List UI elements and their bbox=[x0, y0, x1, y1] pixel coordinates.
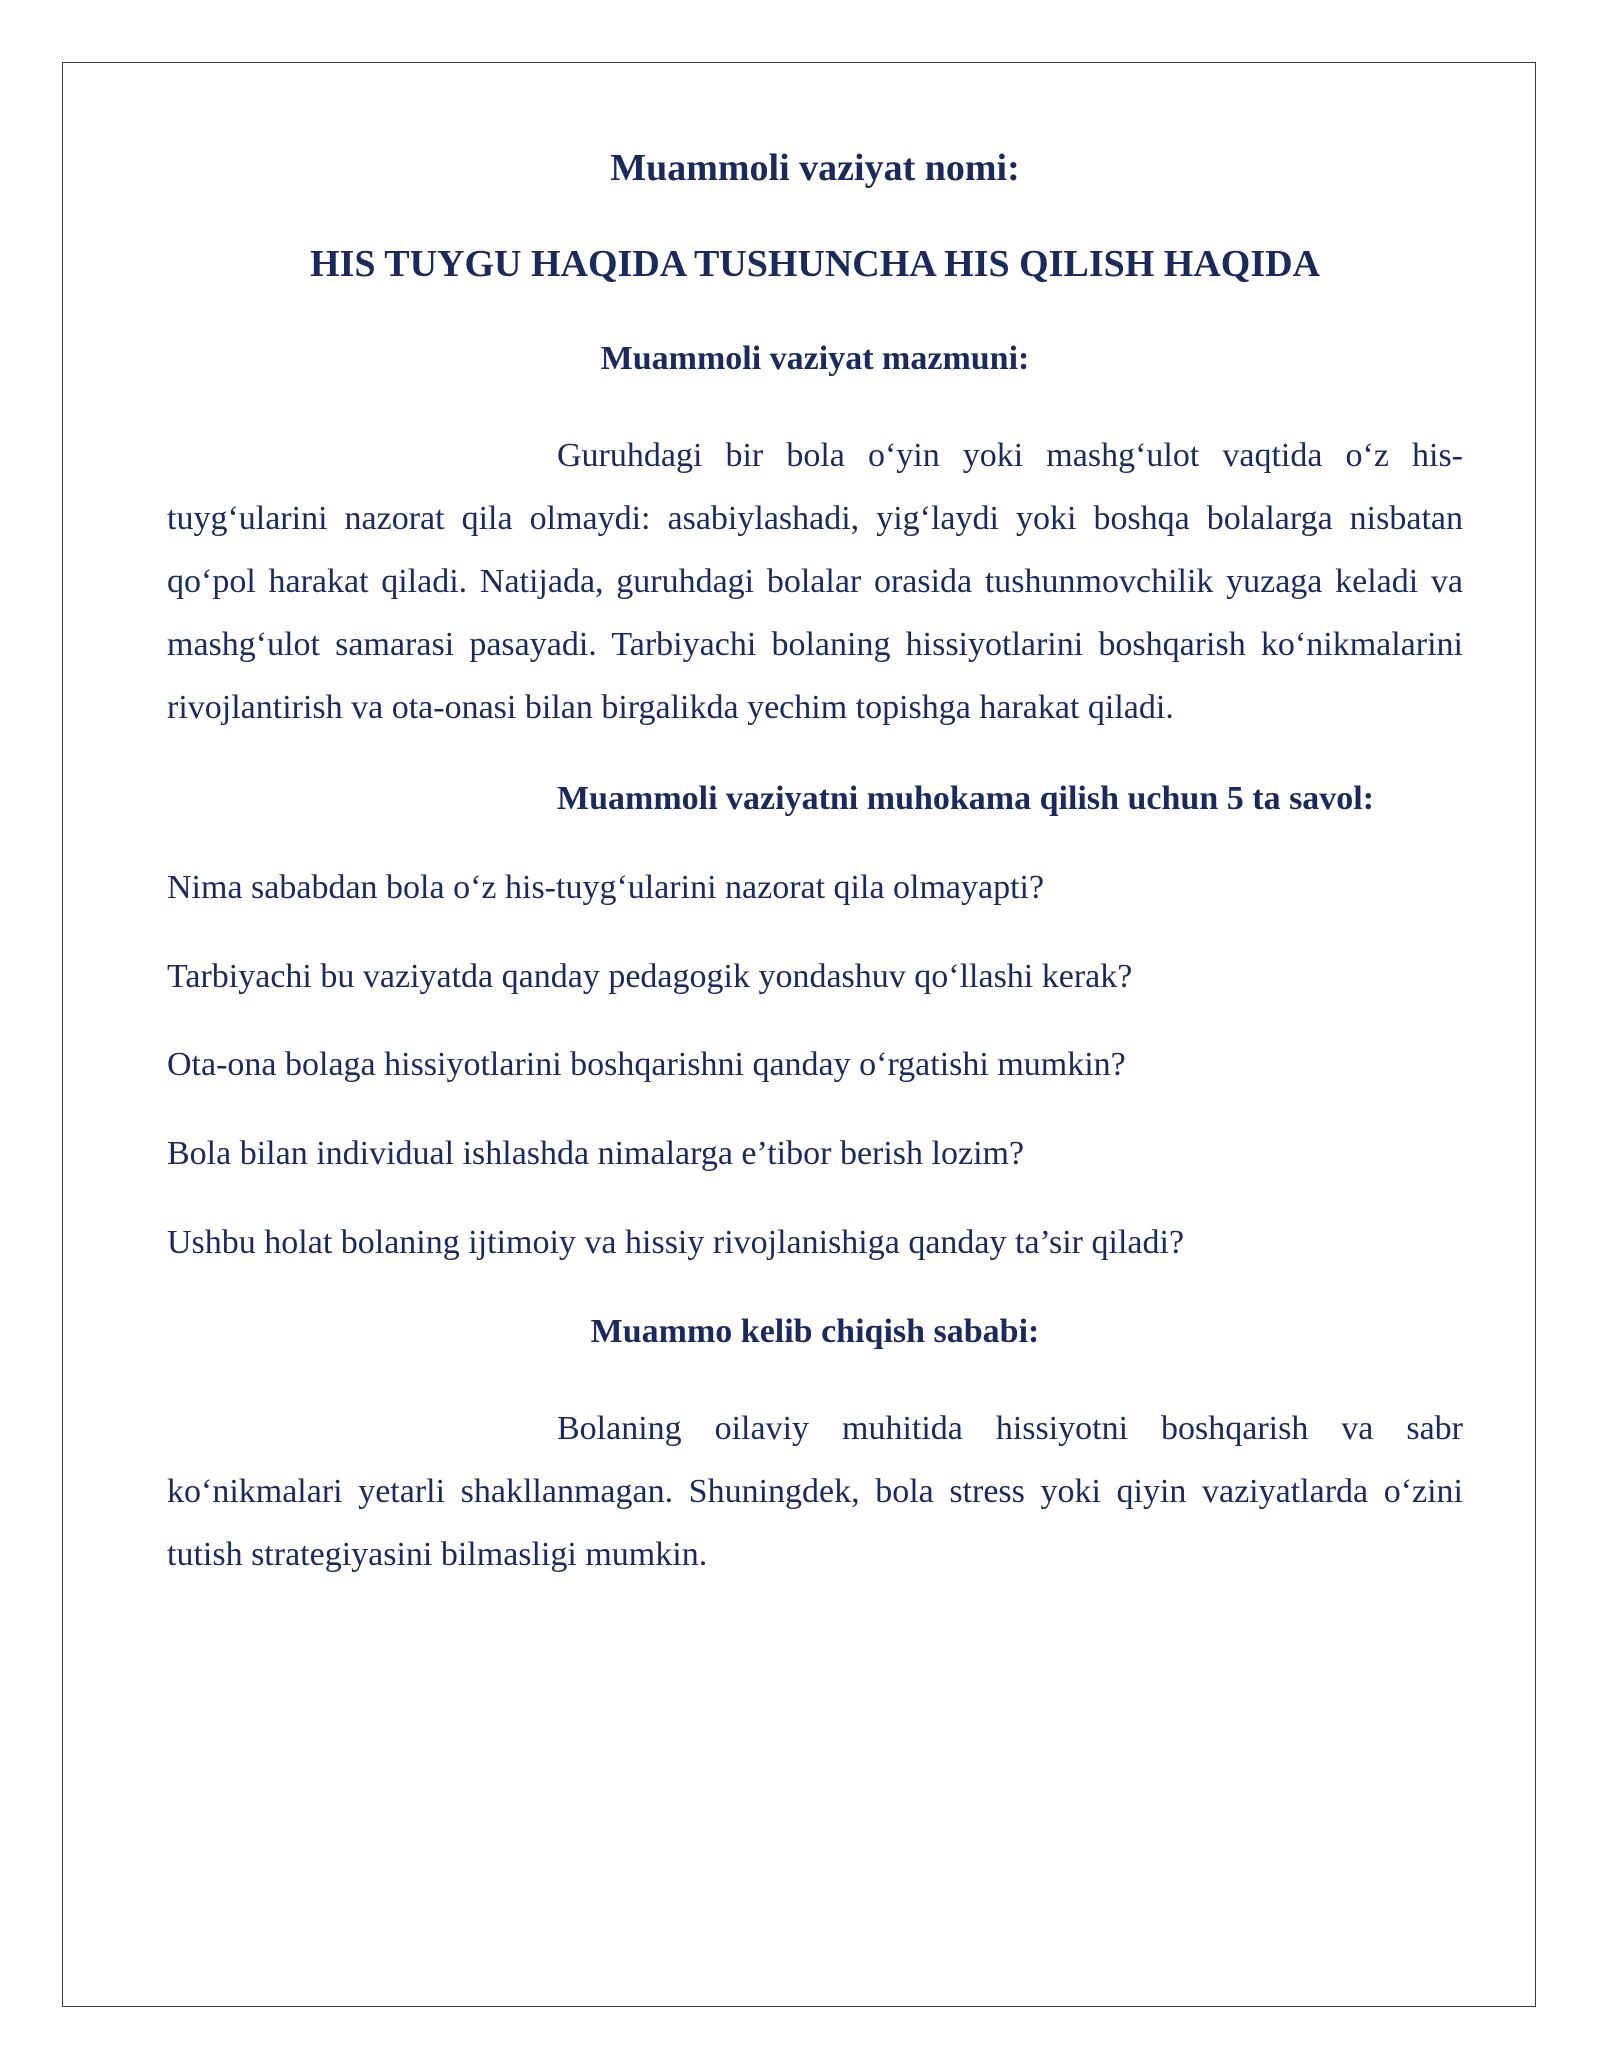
content-heading: Muammoli vaziyat mazmuni: bbox=[600, 340, 1030, 378]
questions-heading: Muammoli vaziyatni muhokama qilish uchun 5 ta savol: bbox=[557, 779, 1375, 817]
question-item: Bola bilan individual ishlashda nimalarga e’tibor berish lozim? bbox=[167, 1135, 1025, 1173]
title-label: Muammoli vaziyat nomi: bbox=[610, 147, 1020, 189]
question-item: Ushbu holat bolaning ijtimoiy va hissiy rivojlanishiga qanday ta’sir qiladi? bbox=[167, 1223, 1185, 1261]
questions-list bbox=[167, 868, 1463, 1264]
document-body bbox=[167, 140, 1463, 1586]
cause-paragraph: Bolaning oilaviy muhitida hissiyotni boshqarish va sabr ko‘nikmalari yetarli shakllanmagan. Shuningdek, bola stress yoki qiyin vaziyatlarda o‘zini tutish strategiyasini bilmasligi mumkin. bbox=[167, 1409, 1463, 1573]
question-item: Nima sababdan bola o‘z his-tuyg‘ularini nazorat qila olmayapti? bbox=[167, 868, 1045, 906]
cause-heading: Muammo kelib chiqish sababi: bbox=[590, 1312, 1040, 1350]
content-paragraph: Guruhdagi bir bola o‘yin yoki mashg‘ulot vaqtida o‘z his-tuyg‘ularini nazorat qila olmaydi: asabiylashadi, yig‘laydi yoki boshqa bolalarga nisbatan qo‘pol harakat qiladi. Natijada, guruhdagi bolalar orasida tushunmovchilik yuzaga keladi va mashg‘ulot samarasi pasayadi. Tarbiyachi bolaning hissiyotlarini boshqarish ko‘nikmalarini rivojlantirish va ota-onasi bilan birgalikda yechim topishga harakat qiladi. bbox=[167, 436, 1463, 726]
document-title: HIS TUYGU HAQIDA TUSHUNCHA HIS QILISH HAQIDA bbox=[309, 242, 1321, 285]
question-item: Tarbiyachi bu vaziyatda qanday pedagogik yondashuv qo‘llashi kerak? bbox=[167, 957, 1133, 995]
question-item: Ota-ona bolaga hissiyotlarini boshqarishni qanday o‘rgatishi mumkin? bbox=[167, 1046, 1126, 1084]
